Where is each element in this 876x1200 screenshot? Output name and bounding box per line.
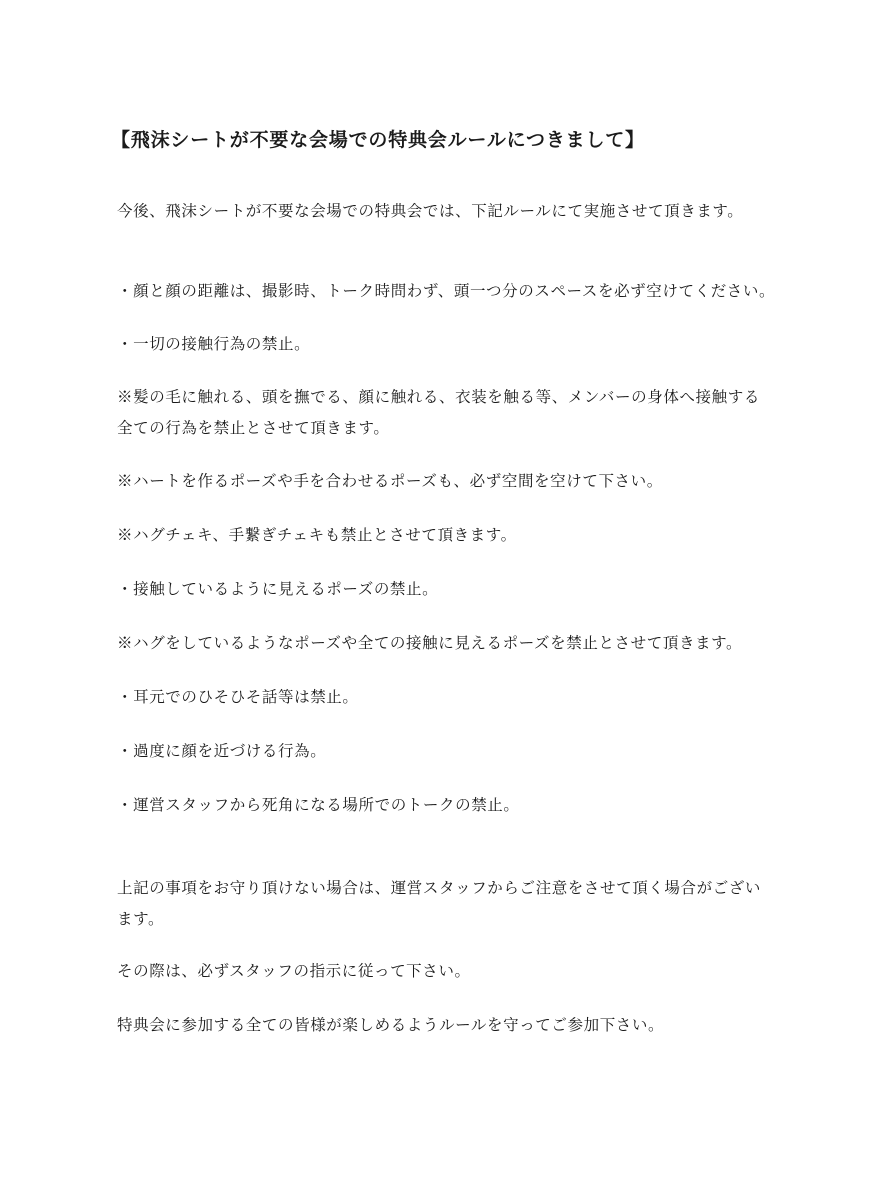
document-title: 【飛沫シートが不要な会場での特典会ルールにつきまして】	[111, 129, 645, 151]
closing-enjoy: 特典会に参加する全ての皆様が楽しめるようルールを守ってご参加下さい。	[117, 1016, 665, 1034]
rule-blind-spot: ・運営スタッフから死角になる場所でのトークの禁止。	[117, 796, 520, 814]
rule-hug-cheki-note: ※ハグチェキ、手繋ぎチェキも禁止とさせて頂きます。	[117, 526, 517, 544]
closing-follow-staff: その際は、必ずスタッフの指示に従って下さい。	[117, 962, 471, 980]
rule-face-close: ・過度に顔を近づける行為。	[117, 742, 327, 760]
closing-warning: 上記の事項をお守り頂けない場合は、運営スタッフからご注意をさせて頂く場合がございます。	[117, 879, 762, 928]
rule-distance: ・顔と顔の距離は、撮影時、トーク時問わず、頭一つ分のスペースを必ず空けてください。	[117, 282, 776, 300]
rule-no-contact: ・一切の接触行為の禁止。	[117, 335, 311, 353]
rule-touch-looking-pose: ・接触しているように見えるポーズの禁止。	[117, 580, 439, 598]
rule-touch-looking-pose-note: ※ハグをしているようなポーズや全ての接触に見えるポーズを禁止とさせて頂きます。	[117, 634, 743, 652]
rule-heart-pose-note: ※ハートを作るポーズや手を合わせるポーズも、必ず空間を空けて下さい。	[117, 472, 663, 490]
intro-text: 今後、飛沫シートが不要な会場での特典会では、下記ルールにて実施させて頂きます。	[117, 202, 744, 220]
rule-no-contact-note: ※髪の毛に触れる、頭を撫でる、顔に触れる、衣装を触る等、メンバーの身体へ接触する全ての行為を禁止とさせて頂きます。	[117, 388, 760, 437]
rule-whisper: ・耳元でのひそひそ話等は禁止。	[117, 688, 359, 706]
